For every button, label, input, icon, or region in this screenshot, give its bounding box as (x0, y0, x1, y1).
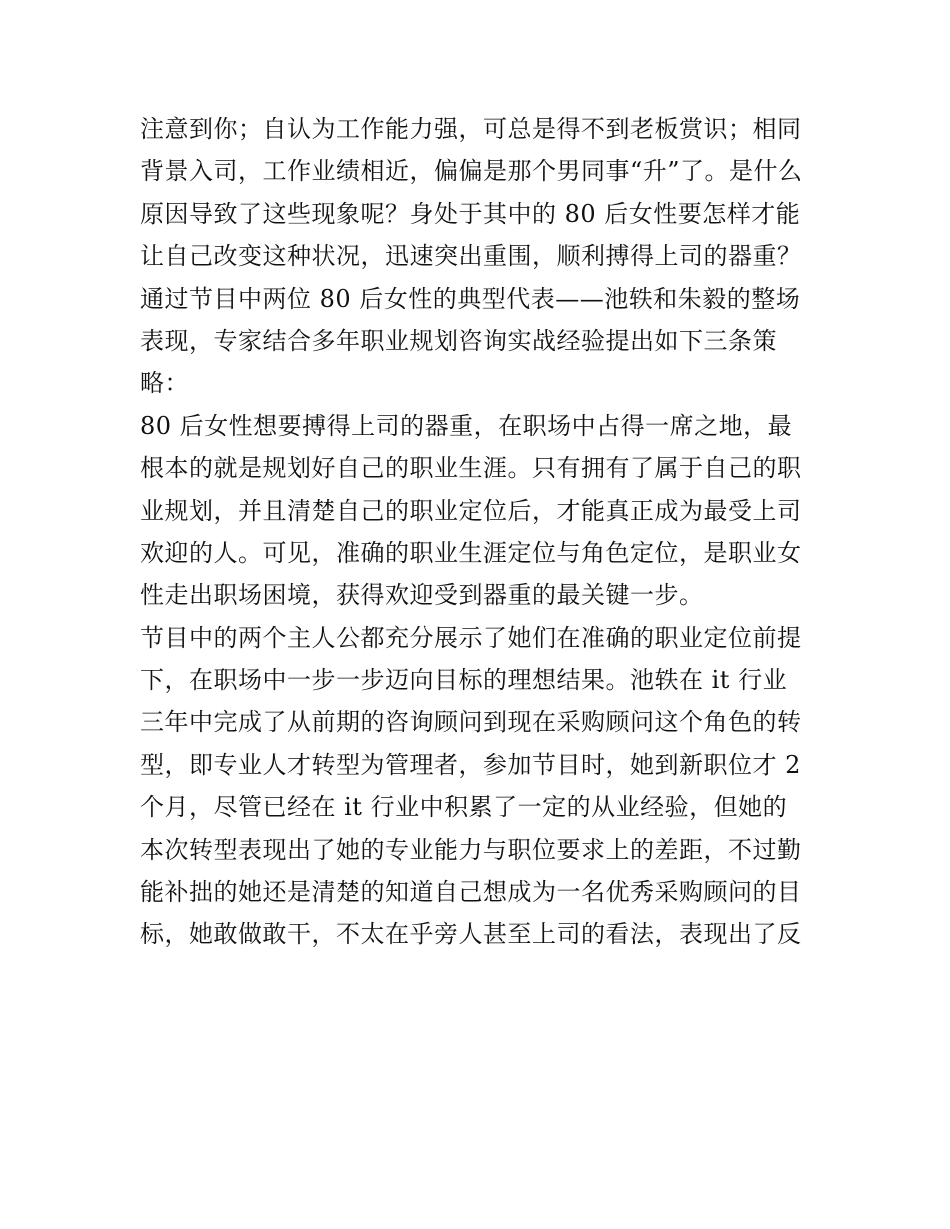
text-line: 三年中完成了从前期的咨询顾问到现在采购顾问这个角色的转 (140, 708, 802, 737)
text-line: 80 后女性想要搏得上司的器重，在职场中占得一席之地，最 (140, 411, 793, 440)
text-line: 注意到你；自认为工作能力强，可总是得不到老板赏识；相同 (140, 115, 802, 143)
text-line: 本次转型表现出了她的专业能力与职位要求上的差距，不过勤 (140, 835, 802, 864)
text-line: 根本的就是规划好自己的职业生涯。只有拥有了属于自己的职 (140, 454, 802, 483)
text-line: 通过节目中两位 80 后女性的典型代表——池轶和朱毅的整场 (140, 284, 801, 313)
text-line: 下，在职场中一步一步迈向目标的理想结果。池轶在 it 行业 (140, 666, 788, 695)
text-line: 能补拙的她还是清楚的知道自己想成为一名优秀采购顾问的目 (140, 878, 802, 907)
text-line: 欢迎的人。可见，准确的职业生涯定位与角色定位，是职业女 (140, 538, 802, 567)
text-line: 型，即专业人才转型为管理者，参加节目时，她到新职位才 2 (140, 750, 801, 779)
text-line: 表现，专家结合多年职业规划咨询实战经验提出如下三条策 (140, 326, 777, 355)
text-line: 业规划，并且清楚自己的职业定位后，才能真正成为最受上司 (140, 496, 802, 525)
text-line: 略： (140, 369, 189, 398)
body-text (140, 108, 820, 956)
text-line: 标，她敢做敢干，不太在乎旁人甚至上司的看法，表现出了反 (140, 920, 802, 949)
text-line: 个月，尽管已经在 it 行业中积累了一定的从业经验，但她的 (140, 793, 788, 822)
text-line: 节目中的两个主人公都充分展示了她们在准确的职业定位前提 (140, 623, 802, 652)
text-line: 性走出职场困境，获得欢迎受到器重的最关键一步。 (140, 581, 704, 610)
text-line: 背景入司，工作业绩相近，偏偏是那个男同事“升”了。是什么 (140, 157, 803, 186)
text-line: 原因导致了这些现象呢？身处于其中的 80 后女性要怎样才能 (140, 199, 801, 228)
text-line: 让自己改变这种状况，迅速突出重围，顺利搏得上司的器重？ (140, 242, 802, 271)
